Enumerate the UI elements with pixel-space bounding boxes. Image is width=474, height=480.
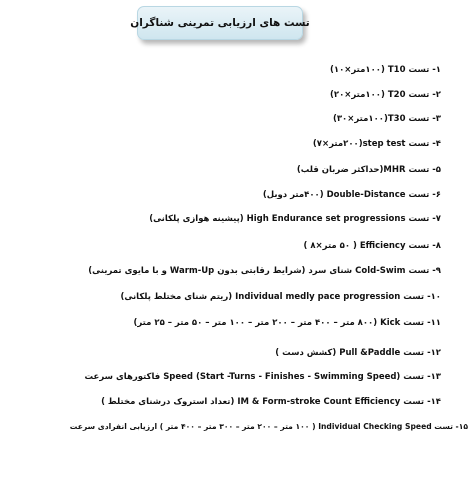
list-item-10: ۱۰- تست Individual medly pace progression (ریتم شنای مختلط پلکانی) <box>120 292 441 302</box>
list-item-5: ۵- تست MHR(حداکثر ضربان قلب) <box>296 165 441 175</box>
list-item-13: ۱۳- تست Speed (Start -Turns - Finishes - Swimming Speed) فاکتورهای سرعت <box>84 372 441 382</box>
title-box <box>130 6 310 40</box>
list-item-11: ۱۱- تست Kick (۸۰۰ متر – ۴۰۰ متر – ۲۰۰ متر – ۱۰۰ متر – ۵۰ متر – ۲۵ متر) <box>133 318 441 328</box>
list-item-15: ۱۵- تست Individual Checking Speed ( ۱۰۰ متر – ۲۰۰ متر – ۳۰۰ متر – ۴۰۰ متر ) ارزیابی انفرادی سرعت <box>69 422 468 431</box>
list-item-7: ۷- تست High Endurance set progressions (پیشینه هوازی پلکانی) <box>149 214 441 224</box>
list-item-6: ۶- تست Double-Distance (۴۰۰متر دوبل) <box>262 190 441 200</box>
list-item-2: ۲- تست T20 (۱۰۰متر×۲۰) <box>329 90 441 100</box>
page-title: تست های ارزیابی تمرینی شناگران <box>130 17 310 29</box>
list-item-8: ۸- تست Efficiency ( ۵۰ متر×۸ ) <box>303 241 441 251</box>
list-item-3: ۳- تست T30(۱۰۰متر×۳۰) <box>332 114 441 124</box>
list-item-12: ۱۲- تست Pull &Paddle (کشش دست ) <box>275 348 441 358</box>
list-item-14: ۱۴- تست IM & Form-stroke Count Efficiency (تعداد استروک درشنای مختلط ) <box>101 397 441 407</box>
list-item-4: ۴- تست step test(۲۰۰متر×۷) <box>312 139 441 149</box>
list-item-1: ۱- تست T10 (۱۰۰متر×۱۰) <box>329 65 441 75</box>
list-item-9: ۹- تست Cold-Swim شنای سرد (شرایط رقابتی بدون Warm-Up و با مایوی تمرینی) <box>88 266 441 276</box>
